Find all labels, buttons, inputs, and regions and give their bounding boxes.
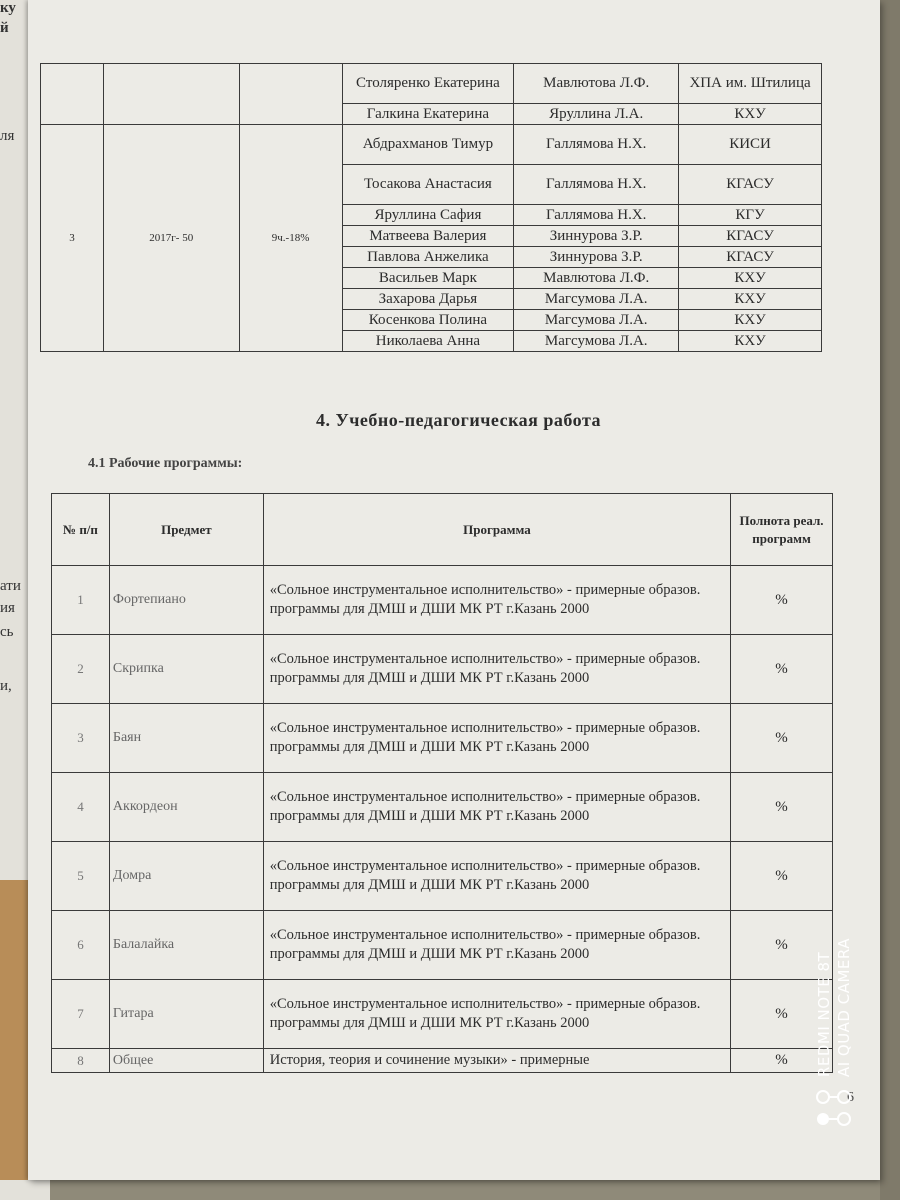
table-row [52, 911, 833, 980]
table-row [52, 980, 833, 1049]
row-index: 3 [41, 125, 104, 352]
program: «Сольное инструментальное исполнительство» - примерные образов. программы для ДМШ и ДШИ МК РТ г.Казань 2000 [263, 566, 730, 635]
institution: КИСИ [679, 125, 822, 165]
subject: Гитара [109, 980, 263, 1049]
teacher-name: Галлямова Н.Х. [514, 125, 679, 165]
completeness: % [731, 911, 833, 980]
institution: КХУ [679, 310, 822, 331]
program: «Сольное инструментальное исполнительство» - примерные образов. программы для ДМШ и ДШИ МК РТ г.Казань 2000 [263, 842, 730, 911]
section-subheading: 4.1 Рабочие программы: [88, 456, 243, 471]
camera-watermark [813, 938, 855, 1129]
graduation-year: 2017г- 50 [103, 125, 239, 352]
row-number: 1 [52, 566, 110, 635]
institution: ХПА им. Штилица [679, 64, 822, 104]
completeness: % [731, 842, 833, 911]
programs-table [51, 493, 833, 1073]
institution: КГУ [679, 205, 822, 226]
teacher-name: Зиннурова З.Р. [514, 226, 679, 247]
under-page-fragment: й [0, 20, 9, 36]
institution: КГАСУ [679, 226, 822, 247]
under-page-fragment: и, [0, 678, 12, 694]
completeness: % [731, 704, 833, 773]
empty-cell [239, 64, 342, 125]
row-number: 3 [52, 704, 110, 773]
institution: КХУ [679, 331, 822, 352]
student-name: Васильев Марк [342, 268, 514, 289]
program: «Сольное инструментальное исполнительство» - примерные образов. программы для ДМШ и ДШИ МК РТ г.Казань 2000 [263, 911, 730, 980]
table-row [52, 704, 833, 773]
page-number: 6 [847, 1090, 854, 1105]
teacher-name: Магсумова Л.А. [514, 289, 679, 310]
subject: Аккордеон [109, 773, 263, 842]
camera-logo-icon [813, 1087, 855, 1129]
program: «Сольное инструментальное исполнительство» - примерные образов. программы для ДМШ и ДШИ МК РТ г.Казань 2000 [263, 635, 730, 704]
program: История, теория и сочинение музыки» - примерные [263, 1049, 730, 1073]
teacher-name: Зиннурова З.Р. [514, 247, 679, 268]
program: «Сольное инструментальное исполнительство» - примерные образов. программы для ДМШ и ДШИ МК РТ г.Казань 2000 [263, 704, 730, 773]
completeness: % [731, 1049, 833, 1073]
student-name: Матвеева Валерия [342, 226, 514, 247]
column-header-num: № п/п [52, 494, 110, 566]
completeness: % [731, 980, 833, 1049]
institution: КХУ [679, 289, 822, 310]
program: «Сольное инструментальное исполнительство» - примерные образов. программы для ДМШ и ДШИ МК РТ г.Казань 2000 [263, 773, 730, 842]
column-header-program: Программа [263, 494, 730, 566]
teacher-name: Магсумова Л.А. [514, 331, 679, 352]
table-row [52, 635, 833, 704]
table-header-row [52, 494, 833, 566]
under-page-fragment: ия [0, 600, 15, 616]
subject: Скрипка [109, 635, 263, 704]
table-row [52, 1049, 833, 1073]
subject: Общее [109, 1049, 263, 1073]
subject: Балалайка [109, 911, 263, 980]
institution: КГАСУ [679, 165, 822, 205]
teacher-name: Мавлютова Л.Ф. [514, 64, 679, 104]
row-number: 8 [52, 1049, 110, 1073]
graduates-table [40, 63, 822, 352]
student-name: Галкина Екатерина [342, 104, 514, 125]
student-name: Столяренко Екатерина [342, 64, 514, 104]
row-number: 2 [52, 635, 110, 704]
table-row [52, 842, 833, 911]
table-row [52, 566, 833, 635]
program: «Сольное инструментальное исполнительство» - примерные образов. программы для ДМШ и ДШИ МК РТ г.Казань 2000 [263, 980, 730, 1049]
section-heading: 4. Учебно-педагогическая работа [316, 410, 601, 430]
empty-cell [103, 64, 239, 125]
institution: КГАСУ [679, 247, 822, 268]
completeness: % [731, 773, 833, 842]
institution: КХУ [679, 268, 822, 289]
column-header-subject: Предмет [109, 494, 263, 566]
watermark-line-model: REDMI NOTE 8T [815, 951, 833, 1078]
teacher-name: Мавлютова Л.Ф. [514, 268, 679, 289]
subject: Домра [109, 842, 263, 911]
teacher-name: Галлямова Н.Х. [514, 205, 679, 226]
empty-cell [41, 64, 104, 125]
under-page-fragment: сь [0, 624, 14, 640]
row-number: 4 [52, 773, 110, 842]
student-name: Павлова Анжелика [342, 247, 514, 268]
completeness: % [731, 566, 833, 635]
teacher-name: Магсумова Л.А. [514, 310, 679, 331]
table-row [41, 64, 822, 104]
completeness: % [731, 635, 833, 704]
student-name: Яруллина Сафия [342, 205, 514, 226]
row-number: 7 [52, 980, 110, 1049]
table-row [41, 125, 822, 165]
watermark-text [814, 938, 854, 1077]
student-name: Николаева Анна [342, 331, 514, 352]
subject: Фортепиано [109, 566, 263, 635]
under-page-fragment: ку [0, 0, 16, 16]
row-number: 6 [52, 911, 110, 980]
student-name: Захарова Дарья [342, 289, 514, 310]
column-header-completeness: Полнота реал. программ [731, 494, 833, 566]
under-page-fragment: ля [0, 128, 15, 144]
institution: КХУ [679, 104, 822, 125]
teacher-name: Галлямова Н.Х. [514, 165, 679, 205]
student-name: Тосакова Анастасия [342, 165, 514, 205]
admission-share: 9ч.-18% [239, 125, 342, 352]
watermark-line-camera: AI QUAD CAMERA [835, 938, 853, 1078]
student-name: Абдрахманов Тимур [342, 125, 514, 165]
table-row [52, 773, 833, 842]
teacher-name: Яруллина Л.А. [514, 104, 679, 125]
row-number: 5 [52, 842, 110, 911]
under-page-fragment: ати [0, 578, 21, 594]
subject: Баян [109, 704, 263, 773]
page-edge-shadow [880, 0, 900, 1200]
student-name: Косенкова Полина [342, 310, 514, 331]
